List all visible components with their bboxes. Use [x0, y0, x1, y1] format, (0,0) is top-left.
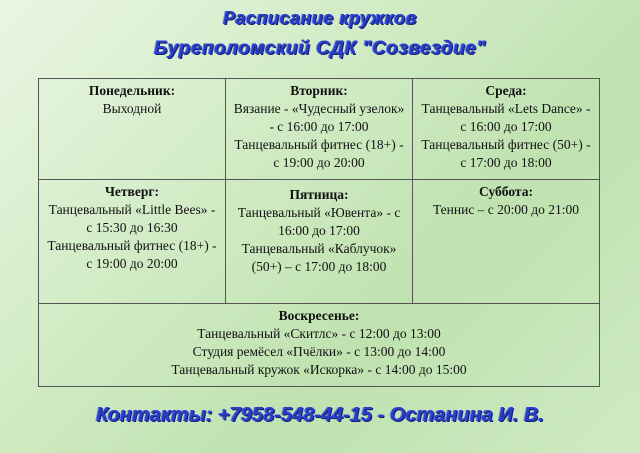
day-cell-tuesday: [226, 79, 413, 180]
day-label-wednesday: Среда:: [485, 83, 527, 98]
day-cell-thursday: [39, 180, 226, 304]
activity-line: Танцевальный кружок «Искорка» - с 14:00 до 15:00: [171, 362, 467, 377]
day-label-thursday: Четверг:: [105, 184, 159, 199]
activity-line: Танцевальный «Каблучок» (50+) – с 17:00 до 18:00: [241, 241, 397, 274]
schedule-table: [38, 78, 600, 387]
activity-line: Танцевальный фитнес (18+) - с 19:00 до 20:00: [234, 137, 404, 170]
venue-name: Буреполомский СДК "Созвездие": [154, 38, 486, 59]
day-label-sunday: Воскресенье:: [278, 308, 360, 323]
activity-line: Танцевальный «Little Bees» - с 15:30 до 16:30: [48, 202, 216, 235]
activity-line: Танцевальный «Lets Dance» - с 16:00 до 17:00: [421, 101, 591, 134]
activity-line: Танцевальный «Скитлс» - с 12:00 до 13:00: [197, 326, 441, 341]
day-label-tuesday: Вторник:: [290, 83, 348, 98]
activity-line: Теннис – с 20:00 до 21:00: [432, 202, 580, 217]
activity-line: Танцевальный «Ювента» - с 16:00 до 17:00: [237, 205, 401, 238]
day-cell-sunday: [39, 304, 600, 387]
day-label-monday: Понедельник:: [88, 83, 176, 98]
activity-line: Студия ремёсел «Пчёлки» - с 13:00 до 14:00: [192, 344, 446, 359]
day-cell-wednesday: [413, 79, 600, 180]
day-cell-saturday: [413, 180, 600, 304]
activity-line: Вязание - «Чудесный узелок» - с 16:00 до 17:00: [233, 101, 405, 134]
activity-line: Танцевальный фитнес (18+) - с 19:00 до 20:00: [47, 238, 217, 271]
contacts-line: Контакты: +7958-548-44-15 - Останина И. В.: [96, 404, 544, 426]
poster-title: Расписание кружков: [222, 8, 418, 28]
day-label-friday: Пятница:: [289, 187, 349, 202]
day-cell-monday: [39, 79, 226, 180]
day-label-saturday: Суббота:: [479, 184, 533, 199]
activity-line: Выходной: [102, 101, 162, 116]
day-cell-friday: [226, 180, 413, 304]
activity-line: Танцевальный фитнес (50+) - с 17:00 до 18:00: [421, 137, 591, 170]
